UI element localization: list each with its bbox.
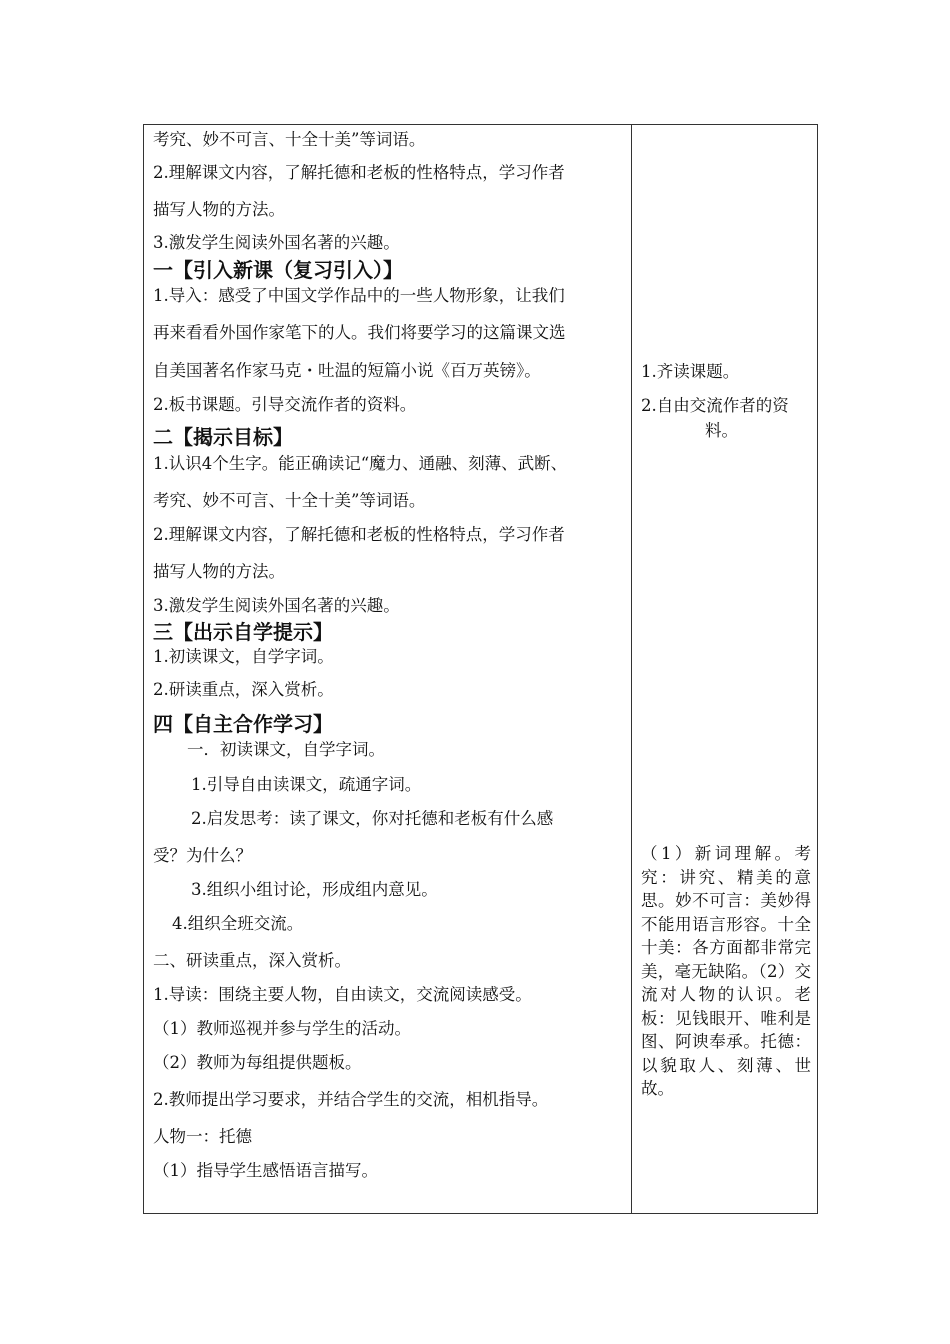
student-notes: （1）新词理解。考究：讲究、精美的意思。妙不可言：美妙得不能用语言形容。十全十美：各方面都非常完美，毫无缺陷。（2）交流对人物的认识。老板：见钱眼开、唯利是图、阿谀奉承。托德：以貌取人、刻薄、世故。: [641, 844, 811, 1098]
text-line: 考究、妙不可言、十全十美”等词语。: [153, 491, 426, 510]
section-heading-1: 一【引入新课（复习引入）】: [153, 258, 403, 282]
text-line: 2.启发思考：读了课文，你对托德和老板有什么感: [191, 809, 554, 828]
text-line: （1）指导学生感悟语言描写。: [153, 1161, 378, 1180]
text-line: （1）教师巡视并参与学生的活动。: [153, 1019, 411, 1038]
text-line: 考究、妙不可言、十全十美”等词语。: [153, 130, 426, 149]
text-line: 2.理解课文内容，了解托德和老板的性格特点，学习作者: [153, 525, 565, 544]
text-line: 1.认识4个生字。能正确读记“魔力、通融、刻薄、武断、: [153, 454, 568, 473]
text-line: 1.引导自由读课文，疏通字词。: [191, 775, 422, 794]
section-heading-3: 三【出示自学提示】: [153, 620, 333, 644]
text-line: 2.自由交流作者的资: [641, 396, 789, 415]
text-line: 1.导入：感受了中国文学作品中的一些人物形象，让我们: [153, 286, 565, 305]
text-line: 3.组织小组讨论，形成组内意见。: [191, 880, 438, 899]
text-line: 4.组织全班交流。: [172, 914, 304, 933]
text-line: 1.初读课文，自学字词。: [153, 647, 334, 666]
text-line: 2.教师提出学习要求，并结合学生的交流，相机指导。: [153, 1090, 549, 1109]
text-line: 二、研读重点，深入赏析。: [153, 951, 351, 970]
text-line: 3.激发学生阅读外国名著的兴趣。: [153, 596, 400, 615]
text-line: 再来看看外国作家笔下的人。我们将要学习的这篇课文选: [153, 323, 566, 342]
lesson-plan-table: [143, 124, 818, 1214]
text-line: 2.板书课题。引导交流作者的资料。: [153, 395, 417, 414]
text-line: 1.导读：围绕主要人物，自由读文，交流阅读感受。: [153, 985, 532, 1004]
text-line: 2.理解课文内容，了解托德和老板的性格特点，学习作者: [153, 163, 565, 182]
text-line: 描写人物的方法。: [153, 562, 285, 581]
section-heading-2: 二【揭示目标】: [153, 425, 293, 449]
text-line: 料。: [705, 421, 738, 440]
text-line: 人物一：托德: [153, 1127, 252, 1146]
text-line: 受？为什么？: [153, 846, 252, 865]
text-line: （2）教师为每组提供题板。: [153, 1053, 362, 1072]
text-line: 一．初读课文，自学字词。: [187, 740, 385, 759]
text-line: 1.齐读课题。: [641, 362, 740, 381]
text-line: 描写人物的方法。: [153, 200, 285, 219]
text-line: 自美国著名作家马克・吐温的短篇小说《百万英镑》。: [153, 361, 541, 380]
section-heading-4: 四【自主合作学习】: [153, 712, 333, 736]
text-line: 2.研读重点，深入赏析。: [153, 680, 334, 699]
text-line: 3.激发学生阅读外国名著的兴趣。: [153, 233, 400, 252]
column-divider: [631, 125, 632, 1213]
